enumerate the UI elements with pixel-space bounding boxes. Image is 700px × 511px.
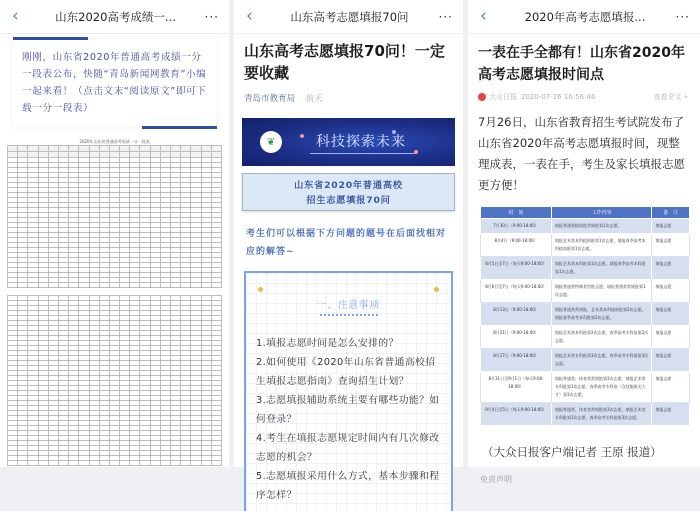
score-grid-top [7, 145, 222, 288]
cell-content: 填报普通类提前批常规批第1次志愿。 [552, 219, 652, 234]
back-chevron-icon[interactable]: ‹ [480, 6, 487, 26]
banner-image [242, 118, 455, 166]
banner-slogan: 科技探索未来 [310, 131, 416, 154]
cell-time: 8月6日至7日（每天9:00-18:00） [481, 280, 552, 303]
table-row [481, 326, 690, 349]
cell-content: 填报普通类、体育类常规批第3次志愿，填报艺术类专科批第3次志愿，春季高考专科批（含技能拔尖人才）第3次志愿。 [552, 372, 652, 403]
cell-time: 8月5日至7日（每天9:00-18:00） [481, 257, 552, 280]
cell-content: 填报艺术类本科提前批第1次志愿，填报春季高考本科提前批第1次志愿。 [552, 234, 652, 257]
cell-note: 填报志愿 [652, 372, 690, 403]
intro-text: 考生们可以根据下方问题的题号在后面找相对应的解答~ [246, 229, 447, 257]
cell-time: 9月4日至5日（每天9:00-18:00） [481, 403, 552, 426]
quote-accent-bar-bottom [142, 126, 217, 129]
grid-row [8, 283, 222, 288]
view-full-text-link[interactable]: 查看全文 » [653, 93, 688, 101]
cell-note: 填报志愿 [652, 303, 690, 326]
publish-datetime: 2020-07-26 16:56:46 [521, 93, 596, 101]
cell-content: 填报艺术类专科批第3次志愿，春季高考专科批第3次志愿。 [552, 349, 652, 372]
disclaimer-link[interactable]: 免责声明 [480, 475, 512, 484]
subtitle-box [242, 173, 455, 211]
reporter-byline: （大众日报客户端记者 王原 报道） [482, 445, 662, 459]
table-row [481, 257, 690, 280]
article-meta [468, 86, 700, 102]
article-body: 7月26日，山东省教育招生考试院发布了山东省2020年高考志愿填报时间，现整理成表，一表在手，考生及家长填报志愿更方便！ [478, 115, 685, 192]
back-chevron-icon[interactable]: ‹ [12, 6, 19, 26]
navbar [0, 0, 229, 34]
article-meta [234, 84, 463, 104]
cell-time: 8月4日（9:00-18:00） [481, 234, 552, 257]
cell-note: 填报志愿 [652, 349, 690, 372]
table-header-row [481, 207, 690, 219]
grid-row [8, 461, 222, 466]
score-article-panel [0, 0, 229, 467]
intro-quote-card [12, 39, 217, 127]
table-row [481, 372, 690, 403]
decor-dot [434, 287, 439, 292]
newspaper-logo-icon [478, 93, 486, 101]
article-title: 山东高考志愿填报70问！一定要收藏 [244, 42, 445, 82]
navbar [468, 0, 700, 34]
cell-content: 填报普通类、体育类常规批第3次志愿，填报艺术类专科批第3次志愿，春季高考专科批第3次志愿。 [552, 403, 652, 426]
cell-time: 8月13日（9:00-18:00） [481, 303, 552, 326]
decor-dot [414, 150, 418, 154]
heading-underline [320, 314, 378, 316]
cell-note: 填报志愿 [652, 280, 690, 303]
page-title: 山东2020高考成绩一... [55, 9, 176, 24]
table-row [481, 303, 690, 326]
cell-time: 7月30日（9:00-18:00） [481, 219, 552, 234]
question-item: 3.志愿填报辅助系统主要有哪些功能？如何登录？ [256, 395, 440, 425]
cell-time: 8月31日至9月1日（每天9:00-18:00） [481, 372, 552, 403]
cell-note: 填报志愿 [652, 326, 690, 349]
table-row [481, 219, 690, 234]
source-name: 大众日报 [489, 93, 517, 101]
article-title: 一表在手全都有！山东省2020年高考志愿填报时间点 [478, 45, 685, 83]
article-source [478, 92, 595, 102]
cell-content: 填报艺术类本科批第1次志愿，填报春季高考本科批第1次志愿。 [552, 257, 652, 280]
table-row [481, 403, 690, 426]
more-options-icon[interactable]: ··· [438, 9, 453, 24]
subtitle-line-1: 山东省2020年普通高校 [294, 180, 403, 191]
cell-content: 填报普通类特殊类型批志愿，填报普通类常规批第1次志愿。 [552, 280, 652, 303]
decor-dot [392, 130, 396, 134]
cell-note: 填报志愿 [652, 219, 690, 234]
intro-quote-text: 刚刚，山东省2020年普通高考成绩一分一段表公布，快随“青岛新闻网教育”小编一起来看！（点击文末“阅读原文”即可下载一分一段表） [22, 52, 207, 114]
decor-dot [300, 134, 304, 138]
cell-time: 8月27日（9:00-18:00） [481, 349, 552, 372]
cell-note: 填报志愿 [652, 403, 690, 426]
faq-article-panel [234, 0, 463, 501]
column-header-content: 工作内容 [552, 207, 652, 219]
question-item: 2.如何使用《2020年山东省普通高校招生填报志愿指南》查询招生计划？ [256, 357, 436, 387]
organization-logo-icon: ❦ [260, 131, 282, 153]
quote-accent-bar-top [13, 37, 88, 40]
page-title: 山东高考志愿填报70问 [290, 9, 409, 24]
question-item: 1.填报志愿时间是怎么安排的？ [256, 338, 399, 349]
article-source-link[interactable]: 青岛市教育局 [244, 94, 296, 104]
question-item: 5.志愿填报采用什么方式，基本步骤和程序怎样？ [256, 471, 440, 501]
score-distribution-table-image [7, 139, 222, 466]
notice-heading: 一、注意事项 [316, 300, 380, 311]
page-title: 2020年高考志愿填报... [524, 9, 646, 24]
subtitle-line-2: 招生志愿填报70问 [306, 195, 391, 206]
table-caption: 2020年山东省普通高考成绩一分一段表 [79, 139, 150, 144]
more-options-icon[interactable]: ··· [675, 9, 690, 24]
back-chevron-icon[interactable]: ‹ [246, 6, 253, 26]
table-row [481, 349, 690, 372]
question-list [256, 334, 441, 505]
notice-card [244, 271, 453, 511]
table-row [481, 280, 690, 303]
question-item: 4.考生在填报志愿规定时间内有几次修改志愿的机会？ [256, 433, 440, 463]
schedule-article-panel [468, 0, 700, 484]
cell-note: 填报志愿 [652, 234, 690, 257]
cell-content: 填报艺术类本科批第2次志愿，春季高考专科批第2次志愿。 [552, 326, 652, 349]
column-header-time: 时 间 [481, 207, 552, 219]
cell-time: 8月21日（9:00-18:00） [481, 326, 552, 349]
column-header-note: 备 注 [652, 207, 690, 219]
decor-dot [258, 287, 263, 292]
cell-note: 填报志愿 [652, 257, 690, 280]
navbar [234, 0, 463, 34]
more-options-icon[interactable]: ··· [204, 9, 219, 24]
score-grid-bottom [7, 295, 222, 466]
table-row [481, 234, 690, 257]
cell-content: 填报普通类常规批、艺术类本科提前批第2次志愿。填报春季高考本科批第2次志愿。 [552, 303, 652, 326]
page-break [7, 288, 222, 295]
article-time: 前天 [305, 94, 323, 104]
schedule-table [480, 206, 690, 426]
